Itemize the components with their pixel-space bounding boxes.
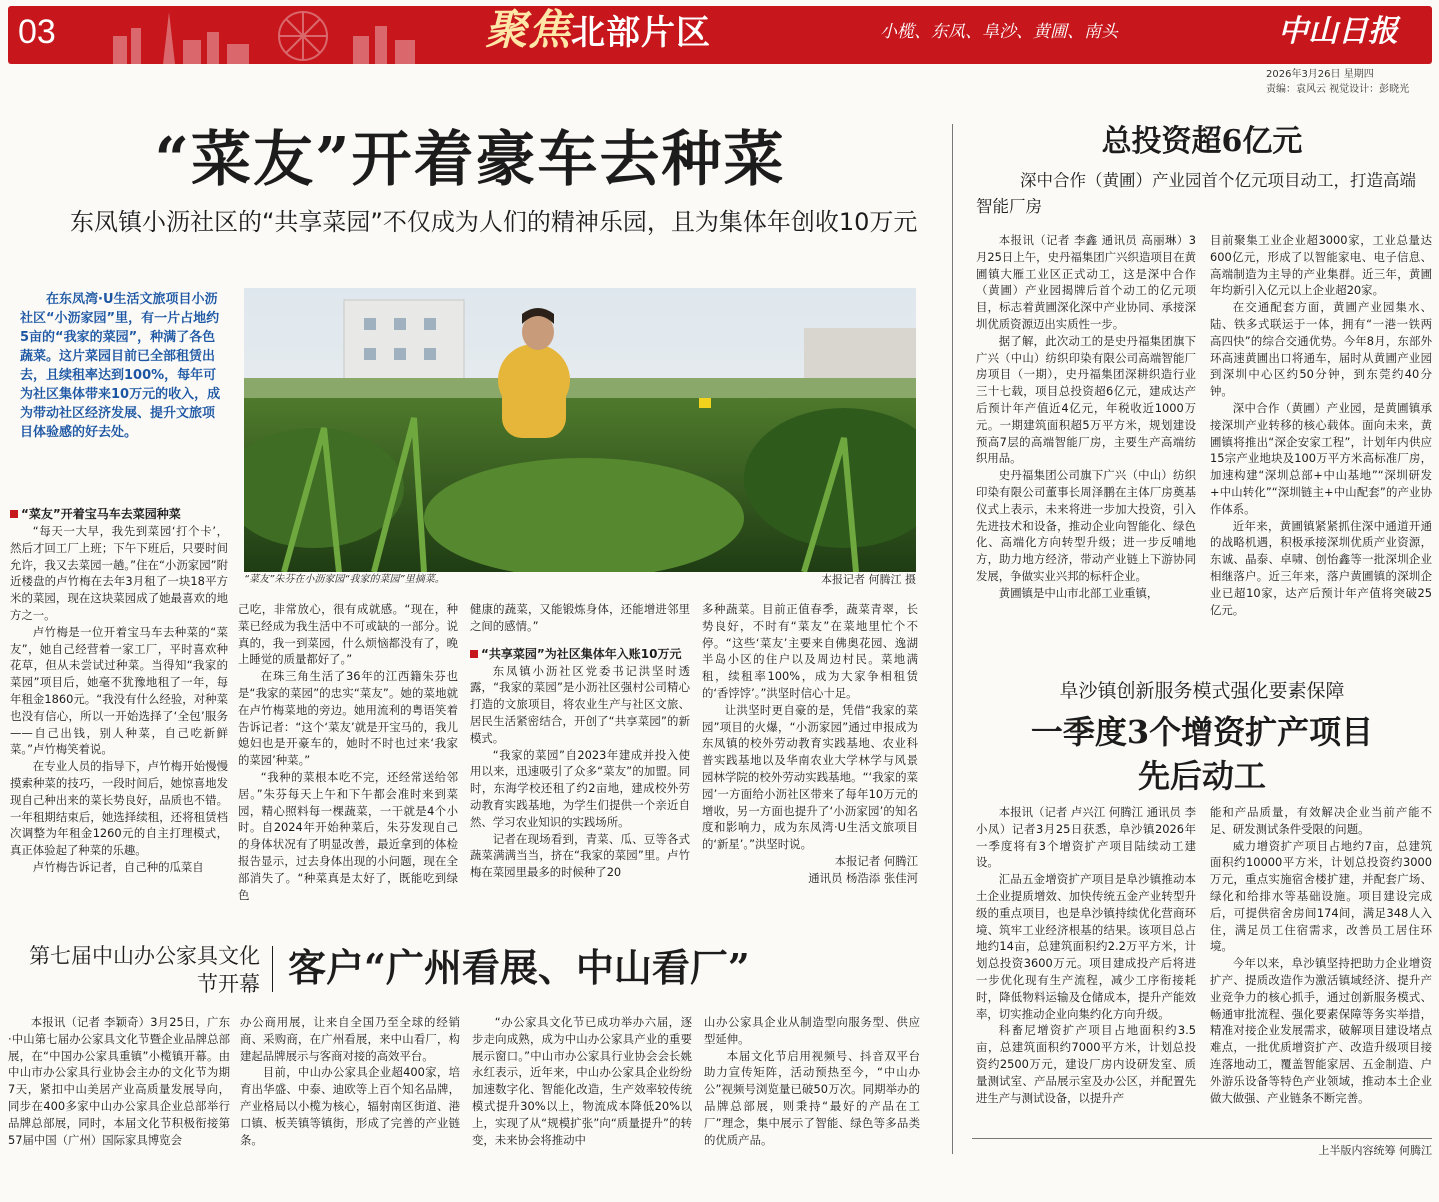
story2-column-2 xyxy=(240,1014,460,1164)
paragraph: 深中合作（黄圃）产业园，是黄圃镇承接深圳产业转移的核心载体。面向未来，黄圃镇将推出“深企安家工程”，计划年内供应15宗产业地块及100万平方米高标准厂房，加速构建“深圳总部+中山基地”“深圳研发+中山转化”“深圳链主+中山配套”的产业协作体系。 xyxy=(1210,400,1432,516)
paragraph: 在交通配套方面，黄圃产业园集水、陆、铁多式联运于一体，拥有“一港一铁两高四快”的综合交通优势。今年8月，东部外环高速黄圃出口将通车，届时从黄圃产业园到深圳中心区约50分钟，到东莞约40分钟。 xyxy=(1210,300,1432,399)
story1-headline: “菜友”开着豪车去种菜 xyxy=(154,125,786,195)
newspaper-logo: 中山日报 xyxy=(1278,14,1398,49)
paragraph: “办公家具文化节已成功举办六届，逐步走向成熟，成为中山办公家具产业的重要展示窗口。”中山市办公家具行业协会会长姚永红表示，近年来，中山办公家具企业纷纷加速数字化、智能化改造，生产效率较传统模式提升30%以上，物流成本降低20%以上，实现了从“规模扩张”向“质量提升”的转变，未来协会将推动中 xyxy=(472,1015,692,1147)
paragraph: 汇品五金增资扩产项目是阜沙镇推动本土企业提质增效、加快传统五金产业转型升级的重点项目，也是阜沙镇持续优化营商环境、筑牢工业经济根基的结果。该项目总占地约14亩，总建筑面积约2.2万平方米，计划总投资3600万元。项目建成投产后将进一步优化现有生产流程，减少工序衔接耗时，降低物料运输及仓储成本，提升产能效率，切实推动企业向集约化方向升级。 xyxy=(976,872,1196,1021)
paragraph: 目前聚集工业企业超3000家，工业总量达600亿元，形成了以智能家电、电子信息、高端制造为主导的产业集群。近三年，黄圃年均新引入亿元以上企业超20家。 xyxy=(1210,233,1432,298)
paragraph: 东凤镇小沥社区党委书记洪坚时透露，“我家的菜园”是小沥社区强村公司精心打造的文旅项目，将农业生产与社区文旅、居民生活紧密结合，开创了“共享菜园”的新模式。 xyxy=(470,663,690,745)
story4-headline xyxy=(972,710,1432,798)
paragraph: 己吃，非常放心，很有成就感。“现在，种菜已经成为我生活中不可或缺的一部分。说真的，我一到菜园，什么烦恼都没有了，晚上睡觉的质量都好了。” xyxy=(238,602,458,667)
story3-column-2 xyxy=(1210,232,1432,622)
paragraph: 办公商用展，让来自全国乃至全球的经销商、采购商，在广州看展，来中山看厂，构建起品牌展示与客商对接的高效平台。 xyxy=(240,1015,460,1063)
paragraph: 记者在现场看到，青菜、瓜、豆等各式蔬菜满满当当，挤在“我家的菜园”里。卢竹梅在菜园里最多的时候种了20 xyxy=(470,831,690,880)
paragraph: 目前，中山办公家具企业超400家，培育出华盛、中泰、迪欧等上百个知名品牌，产业格局以小榄为核心，辐射南区街道、港口镇、板芙镇等镇街，形成了完善的产业链条。 xyxy=(240,1065,460,1147)
paragraph: “我种的菜根本吃不完，还经常送给邻居。”朱芬每天上午和下午都会准时来到菜园，精心照料每一棵蔬菜，一干就是4个小时。自2024年开始种菜后，朱芬发现自己的身体状况有了明显改善，最近拿到的体检报告显示，过去身体出现的小问题，现在全部消失了。“种菜真是太好了，既能吃到绿色 xyxy=(238,769,458,902)
editor-credits: 责编：袁风云 视觉设计：彭晓光 xyxy=(1266,84,1410,95)
headline-divider xyxy=(272,946,273,992)
paragraph: 本报讯（记者 卢兴江 何腾江 通讯员 李小凤）记者3月25日获悉，阜沙镇2026年一季度将有3个增资扩产项目陆续动工建设。 xyxy=(976,805,1196,870)
paragraph: 据了解，此次动工的是史丹福集团旗下广兴（中山）纺织印染有限公司高端智能厂房项目（一期），史丹福集团深耕织造行业三十七载，项目总投资超6亿元，建成达产后预计年产值近4亿元，年税收近1000万元。一期建筑面积超5万平方米，规划建设预高7层的高端智能厂房，主要生产高端纺织用品。 xyxy=(976,333,1196,466)
story3-subhead: 深中合作（黄圃）产业园首个亿元项目动工，打造高端智能厂房 xyxy=(976,171,1416,216)
photo-credit: 本报记者 何腾江 摄 xyxy=(821,573,916,586)
paragraph: 本报讯（记者 李颖奇）3月25日，广东·中山第七届办公家具文化节暨企业品牌总部展，在“中国办公家具重镇”小榄镇开幕。由中山市办公家具行业协会主办的文化节为期7天，紧扣中山美居产业高质量发展导向，同步在400多家中山办公家具企业总部举行品牌总部展，同时，本届文化节积极衔接第57届中国（广州）国际家具博览会 xyxy=(8,1015,230,1147)
paragraph: 山办公家具企业从制造型向服务型、供应型延伸。 xyxy=(704,1015,920,1046)
story2-column-4 xyxy=(704,1014,920,1164)
story4-headline-line-2: 先后动工 xyxy=(1137,757,1266,795)
story4-kicker: 阜沙镇创新服务模式强化要素保障 xyxy=(1059,680,1345,702)
paragraph: 本报讯（记者 李鑫 通讯员 高丽琳）3月25日上午，史丹福集团广兴织造项目在黄圃镇大雁工业区正式动工，这是深中合作（黄圃）产业园揭牌后首个动工的亿元项目，标志着黄圃深化深中产业协同、承接深圳优质资源迈出实质性一步。 xyxy=(976,233,1196,331)
issue-date: 2026年3月26日 星期四 xyxy=(1266,69,1374,80)
section-title-text: 北部片区 xyxy=(571,13,712,53)
paragraph: 威力增资扩产项目占地约7亩，总建筑面积约10000平方米，计划总投资约3000万元，重点实施宿舍楼扩建，并配套广场、绿化和给排水等基础设施。项目建设完成后，可提供宿舍房间174间，满足348人入住，满足员工住宿需求，改善员工居住环境。 xyxy=(1210,838,1432,954)
masthead xyxy=(0,0,1439,95)
bottom-rule xyxy=(972,1138,1432,1139)
editor-note: 上半版内容统筹 何腾江 xyxy=(1318,1144,1432,1157)
story1-section-head-2: “共享菜园”为社区集体年入账10万元 xyxy=(470,645,690,663)
page-number: 03 xyxy=(18,13,56,51)
paragraph: “每天一大早，我先到菜园‘打个卡’，然后才回工厂上班；下午下班后，只要时间允许，我又去菜园一趟。”住在“小沥家园”附近楼盘的卢竹梅在去年3月租了一块18平方米的菜园，现在这块菜园成了她最喜欢的地方之一。 xyxy=(10,524,228,622)
story1-column-3 xyxy=(470,601,690,895)
story2-column-3 xyxy=(472,1014,692,1164)
byline-reporter: 本报记者 何腾江 xyxy=(834,853,918,868)
paragraph: 科畜尼增资扩产项目占地面积约3.5亩，总建筑面积约7000平方米，计划总投资约2500万元，建设厂房内设研发室、质量测试室、产品展示室及办公区，并配置先进生产与测试设备，以提升产 xyxy=(976,1023,1196,1105)
paragraph: 近年来，黄圃镇紧紧抓住深中通道开通的战略机遇，积极承接深圳优质产业资源，东诚、晶泰、卓啸、创怡鑫等一批深圳企业相继落户。近三年来，落户黄圃镇的深圳企业已超10家，达产后预计年产值将突破25亿元。 xyxy=(1210,518,1432,617)
paragraph: 在专业人员的指导下，卢竹梅开始慢慢摸索种菜的技巧，一段时间后，她惊喜地发现自己种出来的菜长势良好，品质也不错。一年租期结束后，她选择续租，还将租赁档次调整为年租金1260元的自主打理模式，真正体验起了种菜的乐趣。 xyxy=(10,759,228,858)
paragraph: 能和产品质量，有效解决企业当前产能不足、研发测试条件受限的问题。 xyxy=(1210,805,1432,836)
paragraph: 本届文化节启用视频号、抖音双平台助力宣传矩阵，活动预热至今，“中山办公”视频号浏览量已破50万次。同期举办的品牌总部展，则秉持“最好的产品在工厂”理念，集中展示了智能、绿色等多品类的优质产品。 xyxy=(704,1048,920,1147)
paragraph: 卢竹梅是一位开着宝马车去种菜的“菜友”，她自己经营着一家工厂，平时喜欢种花草，但从未尝试过种菜。当得知“我家的菜园”项目后，她毫不犹豫地租了一年，每年租金1860元。“我没有什么经验，对种菜也没有信心，所以一开始选择了‘全包’服务——自己出钱，别人种菜，自己吃新鲜菜。”卢竹梅笑着说。 xyxy=(10,624,228,757)
paragraph: 让洪坚时更自豪的是，凭借“我家的菜园”项目的火爆，“小沥家园”通过申报成为东凤镇的校外劳动教育实践基地、农业科普实践基地以及华南农业大学林学与风景园林学院的校外劳动实践基地。“‘我家的菜园’一方面给小沥社区带来了每年10万元的增收，另一方面也提升了‘小沥家园’的知名度和影响力，成为东凤湾·U生活文旅项目的‘新星’。”洪坚时说。 xyxy=(702,702,918,852)
story3-column-1 xyxy=(976,232,1196,622)
section-title-emphasis: 聚焦 xyxy=(485,5,572,54)
story2-kicker: 第七届中山办公家具文化节开幕 xyxy=(29,944,260,996)
city-skyline-icon xyxy=(103,6,433,64)
paragraph: 在珠三角生活了36年的江西籍朱芬也是“我家的菜园”的忠实“菜友”。她的菜地就在卢竹梅菜地的旁边。她用流利的粤语笑着告诉记者：“这个‘菜友’就是开宝马的，我儿媳妇也是开豪车的，她时不时也过来‘我家的菜园’种菜。” xyxy=(238,669,458,768)
paragraph: 卢竹梅告诉记者，自己种的瓜菜自 xyxy=(32,859,204,874)
story2-column-1 xyxy=(8,1014,230,1164)
paragraph: 史丹福集团公司旗下广兴（中山）纺织印染有限公司董事长周泽鹏在主体厂房奠基仪式上表示，未来将进一步加大投资，引入先进技术和设备，推动企业向智能化、绿色化、高端化方向转型升级；进一步反哺地方，助力地方经济，带动产业链上下游协同发展，争做实业兴邦的标杆企业。 xyxy=(976,468,1196,583)
story4-column-2 xyxy=(1210,804,1432,1134)
byline-correspondent: 通讯员 杨浩添 张佳河 xyxy=(808,870,918,885)
story1-subhead: 东凤镇小沥社区的“共享菜园”不仅成为人们的精神乐园，且为集体年创收10万元 xyxy=(70,208,918,236)
garden-photo xyxy=(244,288,916,572)
story2-headline: 客户“广州看展、中山看厂” xyxy=(288,945,750,990)
story1-column-4 xyxy=(702,601,918,895)
story1-lead: 在东凤湾·U生活文旅项目小沥社区“小沥家园”里，有一片占地约5亩的“我家的菜园”，种满了各色蔬菜。这片菜园目前已全部租赁出去，且续租率达到100%，每年可为社区集体带来10万元的收入，成为带动社区经济发展、提升文旅项目体验感的好去处。 xyxy=(20,292,221,440)
paragraph: 健康的蔬菜，又能锻炼身体，还能增进邻里之间的感情。” xyxy=(470,602,690,633)
paragraph: 今年以来，阜沙镇坚持把助力企业增资扩产、提质改造作为激活镇域经济、提升产业竞争力的核心抓手，通过创新服务模式、畅通审批流程、强化要素保障等务实举措，精准对接企业发展需求，破解项目建设堵点难点，一批优质增资扩产、改造升级项目接连落地动工，覆盖智能家居、五金制造、户外游乐设备等特色产业领域，推动本土企业做大做强、产业链条不断完善。 xyxy=(1210,956,1432,1105)
story4-column-1 xyxy=(976,804,1196,1134)
paragraph: “我家的菜园”自2023年建成并投入使用以来，迅速吸引了众多“菜友”的加盟。同时，东海学校还租了约2亩地，建成校外劳动教育实践基地，为学生们提供一个亲近自然、学习农业知识的实践场所。 xyxy=(470,747,690,829)
paragraph: 黄圃镇是中山市北部工业重镇， xyxy=(998,585,1159,600)
section-title xyxy=(485,6,711,54)
story1-column-1 xyxy=(10,505,228,895)
photo-caption: “菜友”朱芬在小沥家园“我家的菜园”里摘菜。 xyxy=(244,574,445,585)
story3-headline: 总投资超6亿元 xyxy=(1101,124,1303,159)
section-towns: 小榄、东凤、阜沙、黄圃、南头 xyxy=(880,22,1118,42)
column-divider xyxy=(952,124,953,1154)
story1-column-2 xyxy=(238,601,458,902)
story4-headline-line-1: 一季度3个增资扩产项目 xyxy=(1030,713,1374,751)
paragraph: 多种蔬菜。目前正值春季，蔬菜青翠，长势良好，不时有“菜友”在菜地里忙个不停。“这些‘菜友’主要来自佛奥花园、逸湖半岛小区的住户以及周边村民。菜地满租，续租率100%，成为大家争相租赁的‘香饽饽’。”洪坚时信心十足。 xyxy=(702,602,918,700)
story1-section-head-1: “菜友”开着宝马车去菜园种菜 xyxy=(10,505,228,523)
